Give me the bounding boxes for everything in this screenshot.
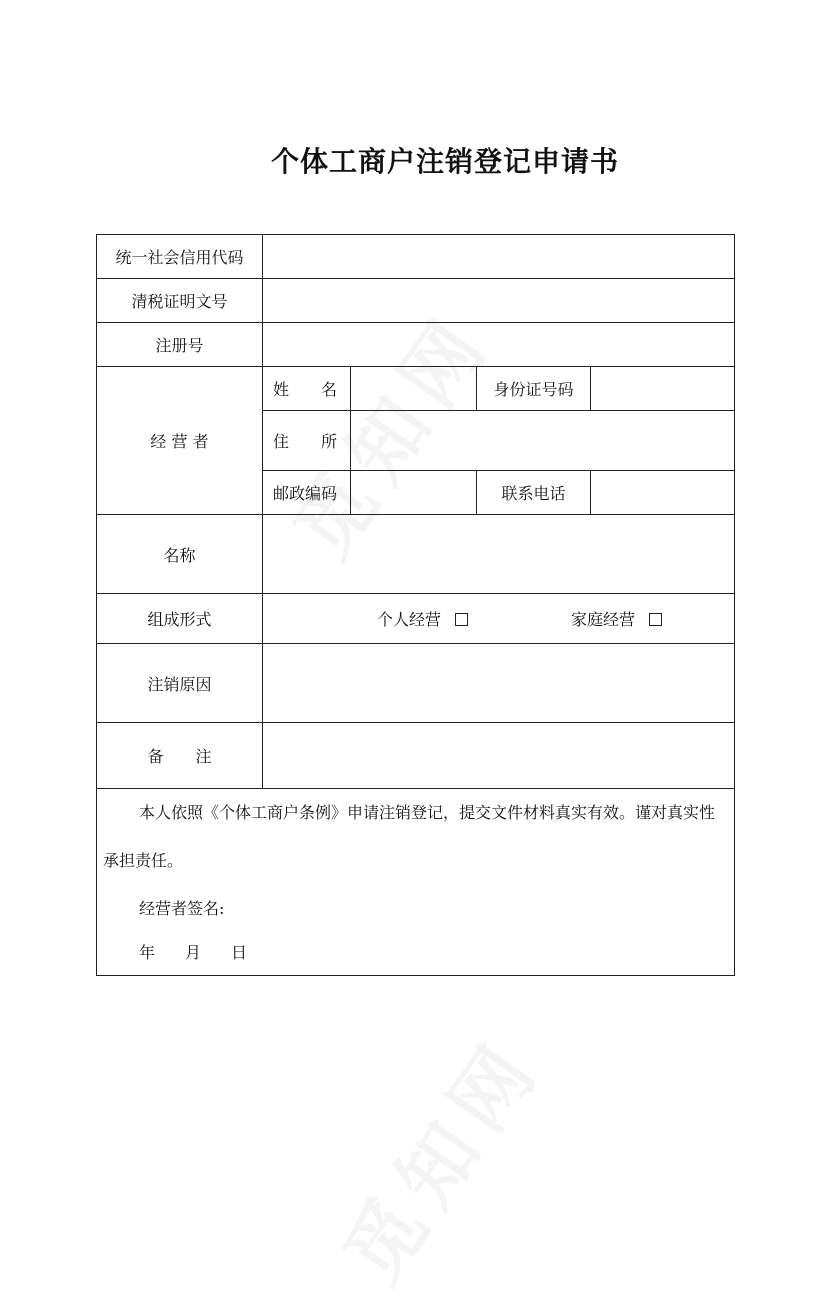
checkbox-icon[interactable] [649, 613, 662, 626]
remarks-label: 备 注 [97, 723, 263, 789]
tax-clearance-field[interactable] [263, 279, 735, 323]
signature-line [103, 885, 728, 933]
deregistration-form [96, 234, 735, 976]
date-day-label: 日 [231, 943, 248, 962]
reg-number-label: 注册号 [97, 323, 263, 367]
date-month-label: 月 [185, 943, 202, 962]
watermark [313, 1011, 563, 1301]
credit-code-field[interactable] [263, 235, 735, 279]
checkbox-icon[interactable] [455, 613, 468, 626]
remarks-field[interactable] [263, 723, 735, 789]
cancel-reason-label: 注销原因 [97, 644, 263, 723]
phone-field[interactable] [591, 471, 735, 515]
form-type-label: 组成形式 [97, 594, 263, 644]
postal-code-field[interactable] [351, 471, 477, 515]
operator-name-label: 姓 名 [263, 367, 351, 411]
option-family-label: 家庭经营 [571, 610, 636, 629]
declaration-text: 本人依照《个体工商户条例》申请注销登记，提交文件材料真实有效。谨对真实性承担责任。 [103, 803, 716, 870]
declaration-cell [97, 789, 735, 976]
tax-clearance-label: 清税证明文号 [97, 279, 263, 323]
postal-code-label: 邮政编码 [263, 471, 351, 515]
address-field[interactable] [351, 411, 735, 471]
document-title: 个体工商户注销登记申请书 [270, 145, 619, 178]
option-individual-label: 个人经营 [376, 610, 441, 629]
date-line [103, 933, 728, 975]
operator-name-field[interactable] [351, 367, 477, 411]
form-type-options [263, 594, 735, 644]
option-family[interactable] [571, 607, 662, 630]
option-individual[interactable] [377, 607, 468, 630]
address-label: 住 所 [263, 411, 351, 471]
cancel-reason-field[interactable] [263, 644, 735, 723]
id-number-field[interactable] [591, 367, 735, 411]
reg-number-field[interactable] [263, 323, 735, 367]
business-name-label: 名称 [97, 515, 263, 594]
signature-label: 经营者签名: [139, 899, 225, 918]
operator-label: 经 营 者 [97, 367, 263, 515]
date-year-label: 年 [139, 943, 156, 962]
phone-label: 联系电话 [477, 471, 591, 515]
credit-code-label: 统一社会信用代码 [97, 235, 263, 279]
id-number-label: 身份证号码 [477, 367, 591, 411]
business-name-field[interactable] [263, 515, 735, 594]
